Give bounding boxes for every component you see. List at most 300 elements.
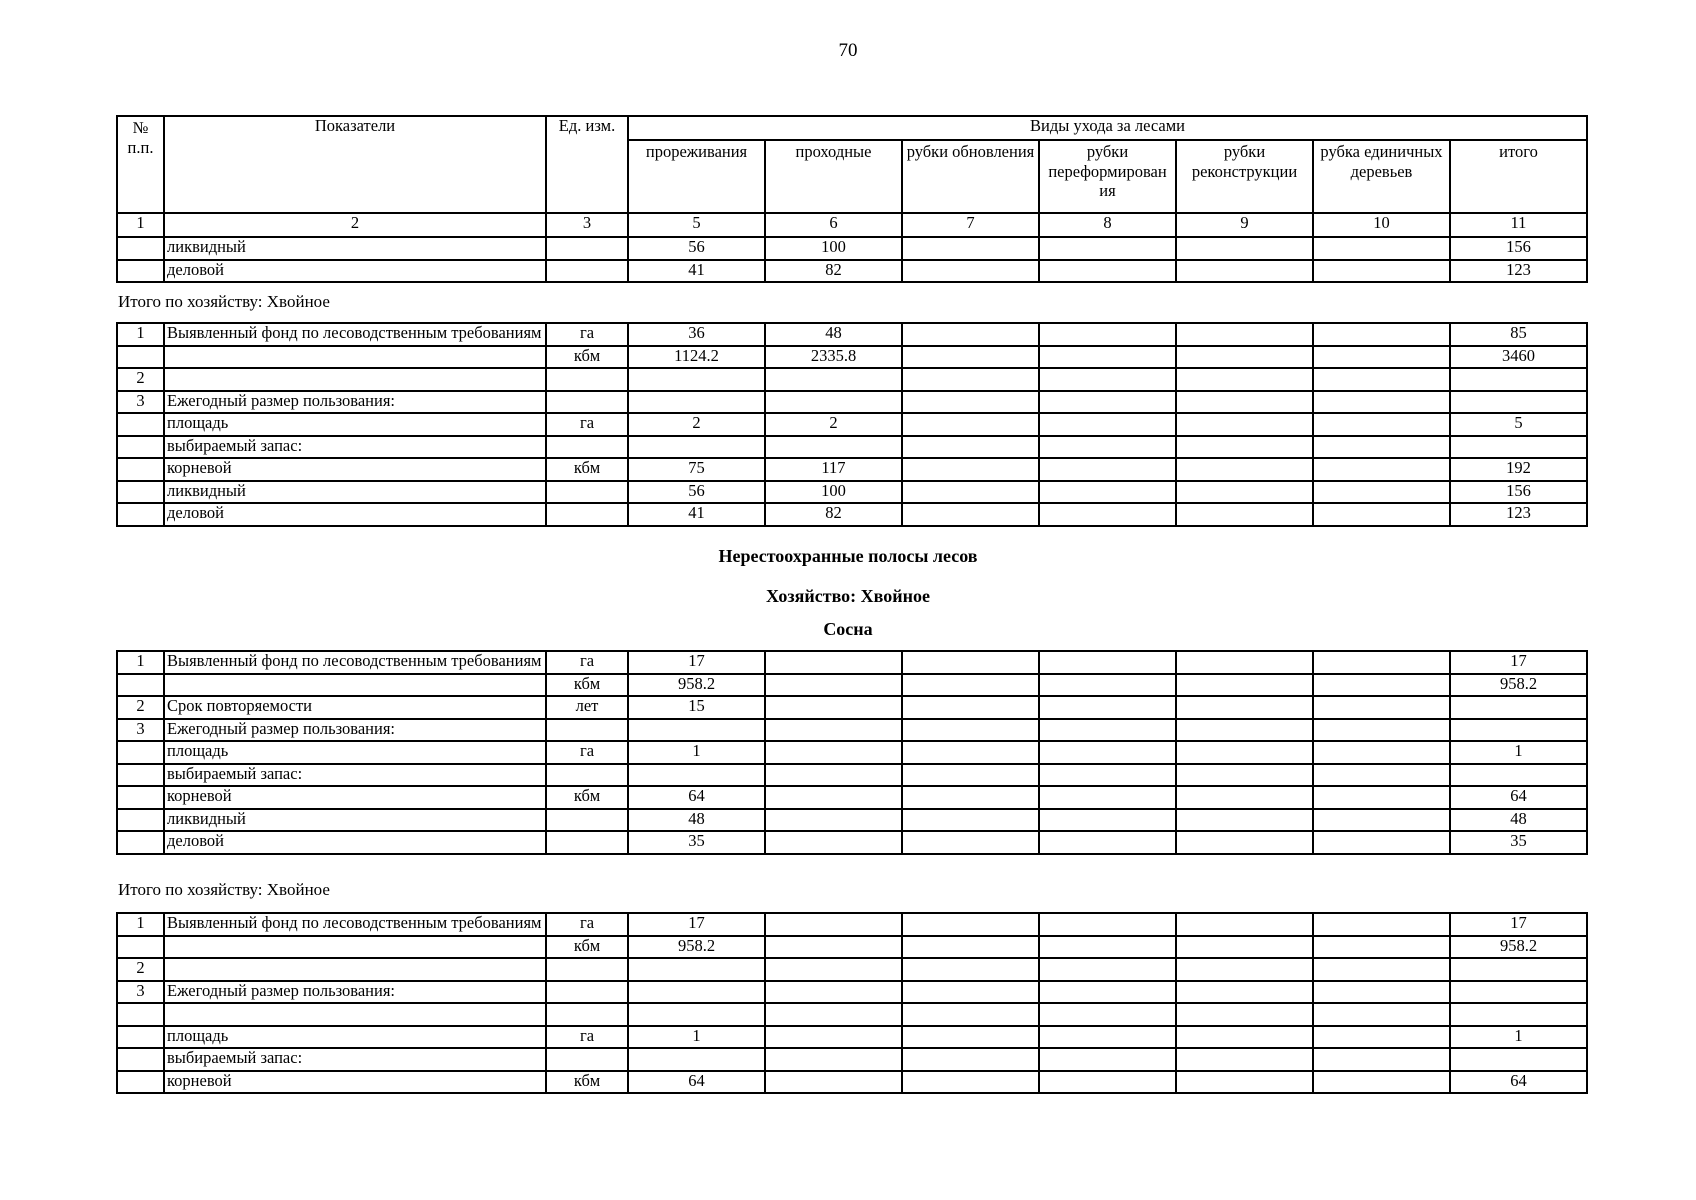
table-row bbox=[117, 651, 1587, 674]
row-value bbox=[1450, 391, 1587, 414]
row-value bbox=[1313, 481, 1450, 504]
row-unit: га bbox=[546, 413, 628, 436]
row-value bbox=[1039, 1003, 1176, 1026]
row-value bbox=[1450, 1003, 1587, 1026]
row-unit bbox=[546, 503, 628, 526]
row-value bbox=[765, 1003, 902, 1026]
forest-care-table-4 bbox=[116, 912, 1588, 1094]
row-value bbox=[628, 1048, 765, 1071]
row-value bbox=[1039, 436, 1176, 459]
row-value: 123 bbox=[1450, 260, 1587, 283]
row-number bbox=[117, 458, 164, 481]
row-unit: га bbox=[546, 651, 628, 674]
row-value bbox=[1313, 346, 1450, 369]
table-row bbox=[117, 831, 1587, 854]
row-value bbox=[1313, 1026, 1450, 1049]
row-value bbox=[1176, 786, 1313, 809]
row-value: 2 bbox=[765, 413, 902, 436]
row-value bbox=[1313, 503, 1450, 526]
row-value bbox=[1313, 809, 1450, 832]
row-value bbox=[765, 651, 902, 674]
column-number: 9 bbox=[1176, 213, 1313, 237]
row-value bbox=[1176, 831, 1313, 854]
row-value: 100 bbox=[765, 481, 902, 504]
table-header bbox=[117, 116, 1587, 237]
row-value bbox=[1313, 1071, 1450, 1094]
row-value: 35 bbox=[1450, 831, 1587, 854]
row-value bbox=[902, 237, 1039, 260]
row-label: выбираемый запас: bbox=[164, 1048, 546, 1071]
row-number bbox=[117, 1026, 164, 1049]
row-number: 3 bbox=[117, 981, 164, 1004]
row-label: корневой bbox=[164, 1071, 546, 1094]
row-value bbox=[1176, 651, 1313, 674]
row-label: корневой bbox=[164, 786, 546, 809]
row-value bbox=[765, 719, 902, 742]
row-value bbox=[1039, 346, 1176, 369]
table-row bbox=[117, 260, 1587, 283]
row-number: 1 bbox=[117, 323, 164, 346]
row-value: 3460 bbox=[1450, 346, 1587, 369]
row-value: 41 bbox=[628, 260, 765, 283]
row-value bbox=[1450, 958, 1587, 981]
row-value: 117 bbox=[765, 458, 902, 481]
row-unit bbox=[546, 809, 628, 832]
row-label: деловой bbox=[164, 260, 546, 283]
row-value bbox=[765, 958, 902, 981]
row-label: Выявленный фонд по лесоводственным требованиям bbox=[164, 913, 546, 936]
row-label: деловой bbox=[164, 831, 546, 854]
row-label: ликвидный bbox=[164, 481, 546, 504]
row-value bbox=[1176, 958, 1313, 981]
row-value bbox=[1039, 323, 1176, 346]
column-numbers-row bbox=[117, 213, 1587, 237]
row-value bbox=[1313, 958, 1450, 981]
row-unit: га bbox=[546, 741, 628, 764]
row-label bbox=[164, 936, 546, 959]
column-number: 5 bbox=[628, 213, 765, 237]
row-number bbox=[117, 936, 164, 959]
row-value bbox=[1039, 368, 1176, 391]
table-row bbox=[117, 1048, 1587, 1071]
row-number: 1 bbox=[117, 651, 164, 674]
row-value: 17 bbox=[628, 651, 765, 674]
row-value bbox=[1039, 481, 1176, 504]
row-value bbox=[1176, 391, 1313, 414]
row-unit bbox=[546, 1048, 628, 1071]
table-row bbox=[117, 237, 1587, 260]
row-value bbox=[902, 346, 1039, 369]
row-number: 1 bbox=[117, 913, 164, 936]
row-value bbox=[1039, 1071, 1176, 1094]
row-label: ликвидный bbox=[164, 237, 546, 260]
row-value bbox=[1039, 458, 1176, 481]
row-value bbox=[1039, 764, 1176, 787]
table-row bbox=[117, 481, 1587, 504]
row-value bbox=[1313, 458, 1450, 481]
row-value bbox=[902, 936, 1039, 959]
row-value bbox=[765, 674, 902, 697]
row-label: площадь bbox=[164, 1026, 546, 1049]
table-body bbox=[117, 323, 1587, 526]
row-value bbox=[1450, 719, 1587, 742]
table-row bbox=[117, 696, 1587, 719]
header-type: рубка единичных деревьев bbox=[1313, 140, 1450, 213]
row-value bbox=[1176, 719, 1313, 742]
row-value bbox=[1176, 741, 1313, 764]
column-number: 11 bbox=[1450, 213, 1587, 237]
row-number bbox=[117, 1071, 164, 1094]
row-value bbox=[765, 981, 902, 1004]
row-value bbox=[1313, 936, 1450, 959]
row-value bbox=[1313, 831, 1450, 854]
row-value bbox=[1176, 503, 1313, 526]
row-value: 958.2 bbox=[628, 936, 765, 959]
row-number bbox=[117, 237, 164, 260]
row-value bbox=[1176, 413, 1313, 436]
row-value bbox=[1313, 323, 1450, 346]
row-value bbox=[902, 741, 1039, 764]
row-value bbox=[1039, 1026, 1176, 1049]
column-number: 3 bbox=[546, 213, 628, 237]
row-value bbox=[628, 436, 765, 459]
row-value: 1 bbox=[1450, 741, 1587, 764]
row-number bbox=[117, 1003, 164, 1026]
row-value bbox=[1313, 260, 1450, 283]
row-value bbox=[902, 913, 1039, 936]
row-value: 192 bbox=[1450, 458, 1587, 481]
row-unit: кбм bbox=[546, 674, 628, 697]
row-value bbox=[628, 391, 765, 414]
row-value bbox=[1039, 913, 1176, 936]
table-row bbox=[117, 391, 1587, 414]
row-label: площадь bbox=[164, 413, 546, 436]
row-value: 5 bbox=[1450, 413, 1587, 436]
row-number bbox=[117, 809, 164, 832]
row-value: 64 bbox=[628, 786, 765, 809]
row-label: Выявленный фонд по лесоводственным требованиям bbox=[164, 651, 546, 674]
row-value bbox=[902, 391, 1039, 414]
table-row bbox=[117, 764, 1587, 787]
row-value: 17 bbox=[1450, 651, 1587, 674]
row-value bbox=[1176, 1048, 1313, 1071]
header-number: № п.п. bbox=[117, 116, 164, 213]
row-value bbox=[1176, 458, 1313, 481]
row-value bbox=[1176, 696, 1313, 719]
table-body bbox=[117, 237, 1587, 282]
row-number bbox=[117, 346, 164, 369]
row-unit: лет bbox=[546, 696, 628, 719]
row-value bbox=[1313, 237, 1450, 260]
row-value bbox=[1450, 764, 1587, 787]
row-label bbox=[164, 368, 546, 391]
header-indicator: Показатели bbox=[164, 116, 546, 213]
row-value bbox=[1313, 1048, 1450, 1071]
row-label: Ежегодный размер пользования: bbox=[164, 719, 546, 742]
row-label: ликвидный bbox=[164, 809, 546, 832]
row-value bbox=[765, 696, 902, 719]
row-value bbox=[902, 1071, 1039, 1094]
row-value bbox=[1176, 1026, 1313, 1049]
table-body bbox=[117, 651, 1587, 854]
row-value: 56 bbox=[628, 481, 765, 504]
row-unit bbox=[546, 958, 628, 981]
row-number bbox=[117, 1048, 164, 1071]
header-unit: Ед. изм. bbox=[546, 116, 628, 213]
row-value bbox=[1450, 436, 1587, 459]
row-unit: га bbox=[546, 913, 628, 936]
row-value bbox=[1450, 696, 1587, 719]
row-value bbox=[1039, 503, 1176, 526]
row-number: 2 bbox=[117, 368, 164, 391]
row-value bbox=[765, 436, 902, 459]
table-row bbox=[117, 413, 1587, 436]
row-value bbox=[1313, 913, 1450, 936]
row-number: 2 bbox=[117, 958, 164, 981]
table-row bbox=[117, 913, 1587, 936]
table-row bbox=[117, 809, 1587, 832]
forest-care-table-3 bbox=[116, 650, 1588, 855]
row-value bbox=[1176, 237, 1313, 260]
row-value bbox=[1313, 981, 1450, 1004]
row-value: 1124.2 bbox=[628, 346, 765, 369]
row-unit bbox=[546, 368, 628, 391]
row-value: 56 bbox=[628, 237, 765, 260]
column-number: 6 bbox=[765, 213, 902, 237]
row-value: 17 bbox=[628, 913, 765, 936]
row-value bbox=[1313, 786, 1450, 809]
farm-title: Хозяйство: Хвойное bbox=[765, 586, 931, 606]
row-label: корневой bbox=[164, 458, 546, 481]
row-value bbox=[1313, 436, 1450, 459]
row-value: 958.2 bbox=[628, 674, 765, 697]
row-value: 2335.8 bbox=[765, 346, 902, 369]
row-value bbox=[765, 368, 902, 391]
row-value: 82 bbox=[765, 503, 902, 526]
row-value: 958.2 bbox=[1450, 936, 1587, 959]
row-value bbox=[1176, 368, 1313, 391]
row-value: 15 bbox=[628, 696, 765, 719]
row-value bbox=[765, 1071, 902, 1094]
header-type: итого bbox=[1450, 140, 1587, 213]
row-value: 64 bbox=[628, 1071, 765, 1094]
row-label: выбираемый запас: bbox=[164, 764, 546, 787]
row-value bbox=[1039, 936, 1176, 959]
row-number bbox=[117, 413, 164, 436]
forest-care-table-1 bbox=[116, 115, 1588, 283]
row-value bbox=[902, 1003, 1039, 1026]
row-value: 64 bbox=[1450, 786, 1587, 809]
row-value bbox=[1039, 809, 1176, 832]
table-row bbox=[117, 346, 1587, 369]
row-unit bbox=[546, 260, 628, 283]
row-value bbox=[1039, 786, 1176, 809]
farm-total-caption: Итого по хозяйству: Хвойное bbox=[118, 880, 330, 899]
row-number bbox=[117, 503, 164, 526]
row-value bbox=[1313, 391, 1450, 414]
header-type: рубки реконструкции bbox=[1176, 140, 1313, 213]
row-value: 156 bbox=[1450, 237, 1587, 260]
row-value bbox=[1176, 913, 1313, 936]
row-value bbox=[1039, 831, 1176, 854]
row-label: выбираемый запас: bbox=[164, 436, 546, 459]
row-value bbox=[628, 958, 765, 981]
row-unit: га bbox=[546, 323, 628, 346]
row-value bbox=[1313, 368, 1450, 391]
row-value bbox=[902, 809, 1039, 832]
row-number bbox=[117, 786, 164, 809]
row-value bbox=[1450, 368, 1587, 391]
row-value bbox=[765, 936, 902, 959]
row-value: 48 bbox=[1450, 809, 1587, 832]
row-value: 64 bbox=[1450, 1071, 1587, 1094]
row-unit bbox=[546, 1003, 628, 1026]
row-value bbox=[1313, 413, 1450, 436]
row-value bbox=[628, 764, 765, 787]
table-row bbox=[117, 674, 1587, 697]
row-value bbox=[1039, 981, 1176, 1004]
row-value bbox=[1039, 413, 1176, 436]
column-number: 7 bbox=[902, 213, 1039, 237]
row-value bbox=[1176, 260, 1313, 283]
row-value: 41 bbox=[628, 503, 765, 526]
row-value bbox=[1176, 1003, 1313, 1026]
row-number bbox=[117, 741, 164, 764]
header-type: рубки переформирован ия bbox=[1039, 140, 1176, 213]
table-row bbox=[117, 1026, 1587, 1049]
row-value: 1 bbox=[628, 741, 765, 764]
row-value: 1 bbox=[1450, 1026, 1587, 1049]
row-value: 123 bbox=[1450, 503, 1587, 526]
row-value bbox=[1313, 764, 1450, 787]
row-value bbox=[902, 368, 1039, 391]
row-value bbox=[1313, 696, 1450, 719]
row-value: 75 bbox=[628, 458, 765, 481]
row-number bbox=[117, 764, 164, 787]
row-value bbox=[1176, 1071, 1313, 1094]
table-row bbox=[117, 368, 1587, 391]
row-unit bbox=[546, 436, 628, 459]
table-row bbox=[117, 786, 1587, 809]
row-number bbox=[117, 436, 164, 459]
row-number bbox=[117, 831, 164, 854]
row-value bbox=[902, 696, 1039, 719]
row-value bbox=[1039, 1048, 1176, 1071]
row-value bbox=[1313, 674, 1450, 697]
row-unit bbox=[546, 764, 628, 787]
row-unit bbox=[546, 237, 628, 260]
row-value bbox=[902, 719, 1039, 742]
row-value bbox=[628, 368, 765, 391]
row-number bbox=[117, 674, 164, 697]
row-value: 2 bbox=[628, 413, 765, 436]
row-value bbox=[902, 503, 1039, 526]
table-row bbox=[117, 741, 1587, 764]
row-value bbox=[1176, 809, 1313, 832]
row-label: Срок повторяемости bbox=[164, 696, 546, 719]
header-type: проходные bbox=[765, 140, 902, 213]
row-value bbox=[1313, 1003, 1450, 1026]
row-value bbox=[902, 260, 1039, 283]
row-label: Ежегодный размер пользования: bbox=[164, 391, 546, 414]
row-value bbox=[1176, 436, 1313, 459]
row-unit bbox=[546, 831, 628, 854]
row-value bbox=[1039, 260, 1176, 283]
row-value bbox=[628, 981, 765, 1004]
row-label: площадь bbox=[164, 741, 546, 764]
row-value: 100 bbox=[765, 237, 902, 260]
section-title: Нерестоохранные полосы лесов bbox=[718, 546, 978, 566]
row-number bbox=[117, 481, 164, 504]
row-value bbox=[1313, 719, 1450, 742]
row-value: 36 bbox=[628, 323, 765, 346]
row-value bbox=[1176, 981, 1313, 1004]
row-value bbox=[628, 719, 765, 742]
row-value bbox=[902, 651, 1039, 674]
header-type: прореживания bbox=[628, 140, 765, 213]
row-value bbox=[902, 413, 1039, 436]
row-label: Выявленный фонд по лесоводственным требованиям bbox=[164, 323, 546, 346]
row-unit: кбм bbox=[546, 346, 628, 369]
row-value bbox=[902, 764, 1039, 787]
table-row bbox=[117, 458, 1587, 481]
row-value bbox=[765, 391, 902, 414]
row-value bbox=[765, 741, 902, 764]
row-value bbox=[902, 831, 1039, 854]
row-number: 2 bbox=[117, 696, 164, 719]
row-value bbox=[1039, 651, 1176, 674]
row-value bbox=[1176, 764, 1313, 787]
row-unit bbox=[546, 481, 628, 504]
row-value bbox=[1176, 323, 1313, 346]
row-value bbox=[902, 323, 1039, 346]
row-unit bbox=[546, 981, 628, 1004]
table-body bbox=[117, 913, 1587, 1093]
row-unit: кбм bbox=[546, 1071, 628, 1094]
row-value bbox=[1039, 674, 1176, 697]
row-unit bbox=[546, 719, 628, 742]
row-value: 48 bbox=[765, 323, 902, 346]
row-number: 3 bbox=[117, 391, 164, 414]
row-value bbox=[1039, 958, 1176, 981]
row-label bbox=[164, 346, 546, 369]
row-value bbox=[1313, 741, 1450, 764]
row-value: 1 bbox=[628, 1026, 765, 1049]
row-unit: кбм bbox=[546, 936, 628, 959]
row-value bbox=[902, 958, 1039, 981]
row-value: 85 bbox=[1450, 323, 1587, 346]
row-value bbox=[902, 1048, 1039, 1071]
row-value bbox=[1313, 651, 1450, 674]
row-value bbox=[765, 764, 902, 787]
row-value bbox=[628, 1003, 765, 1026]
row-label bbox=[164, 958, 546, 981]
row-label bbox=[164, 1003, 546, 1026]
row-value bbox=[1176, 481, 1313, 504]
row-label: Ежегодный размер пользования: bbox=[164, 981, 546, 1004]
row-value: 48 bbox=[628, 809, 765, 832]
table-row bbox=[117, 1071, 1587, 1094]
row-unit bbox=[546, 391, 628, 414]
row-value bbox=[765, 831, 902, 854]
row-value bbox=[1039, 391, 1176, 414]
row-number: 3 bbox=[117, 719, 164, 742]
row-value: 17 bbox=[1450, 913, 1587, 936]
row-value: 35 bbox=[628, 831, 765, 854]
species-title: Сосна bbox=[823, 619, 873, 639]
row-value bbox=[1176, 674, 1313, 697]
row-value bbox=[1039, 741, 1176, 764]
